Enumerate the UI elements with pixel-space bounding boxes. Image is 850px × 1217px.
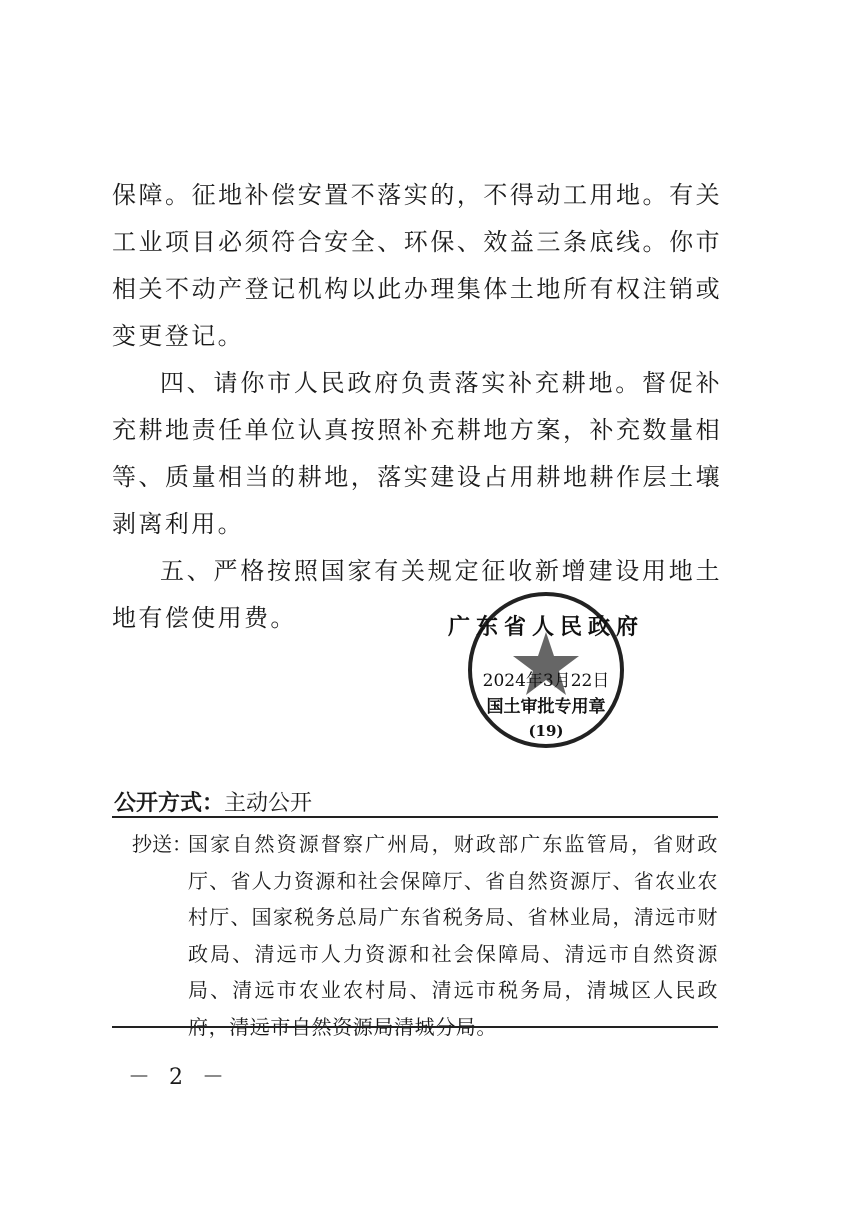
svg-text:国土审批专用章: 国土审批专用章 bbox=[486, 697, 606, 717]
cc-label: 抄送： bbox=[132, 832, 192, 856]
page-number: － 2 － bbox=[128, 1065, 230, 1090]
disclosure-method bbox=[114, 786, 312, 817]
cc-recipients: 国家自然资源督察广州局，财政部广东监管局，省财政厅、省人力资源和社会保障厅、省自然资源厅、省农业农村厅、国家税务总局广东省税务局、省林业局，清远市财政局、清远市人力资源和社会保障局、清远市自然资源局、清远市农业农村局、清远市税务局，清城区人民政府，清远市自然资源局清城分局。 bbox=[188, 832, 718, 1039]
svg-text:(19): (19) bbox=[528, 722, 564, 740]
paragraph-continuation: 保障。征地补偿安置不落实的，不得动工用地。有关工业项目必须符合安全、环保、效益三条底线。你市相关不动产登记机构以此办理集体土地所有权注销或变更登记。 bbox=[112, 181, 722, 350]
paragraph-five: 五、严格按照国家有关规定征收新增建设用地土地有偿使用费。 bbox=[112, 557, 722, 632]
svg-text:2024年3月22日: 2024年3月22日 bbox=[482, 671, 610, 691]
disclosure-value: 主动公开 bbox=[224, 791, 313, 816]
disclosure-label: 公开方式： bbox=[114, 791, 225, 816]
paragraph-four: 四、请你市人民政府负责落实补充耕地。督促补充耕地责任单位认真按照补充耕地方案，补充数量相等、质量相当的耕地，落实建设占用耕地耕作层土壤剥离利用。 bbox=[112, 369, 722, 538]
divider-top bbox=[112, 816, 718, 818]
divider-bottom bbox=[112, 1026, 718, 1028]
cc-block bbox=[132, 826, 718, 1045]
document-body bbox=[112, 172, 722, 642]
official-seal bbox=[447, 590, 645, 750]
svg-text:广东省人民政府: 广东省人民政府 bbox=[447, 614, 645, 640]
